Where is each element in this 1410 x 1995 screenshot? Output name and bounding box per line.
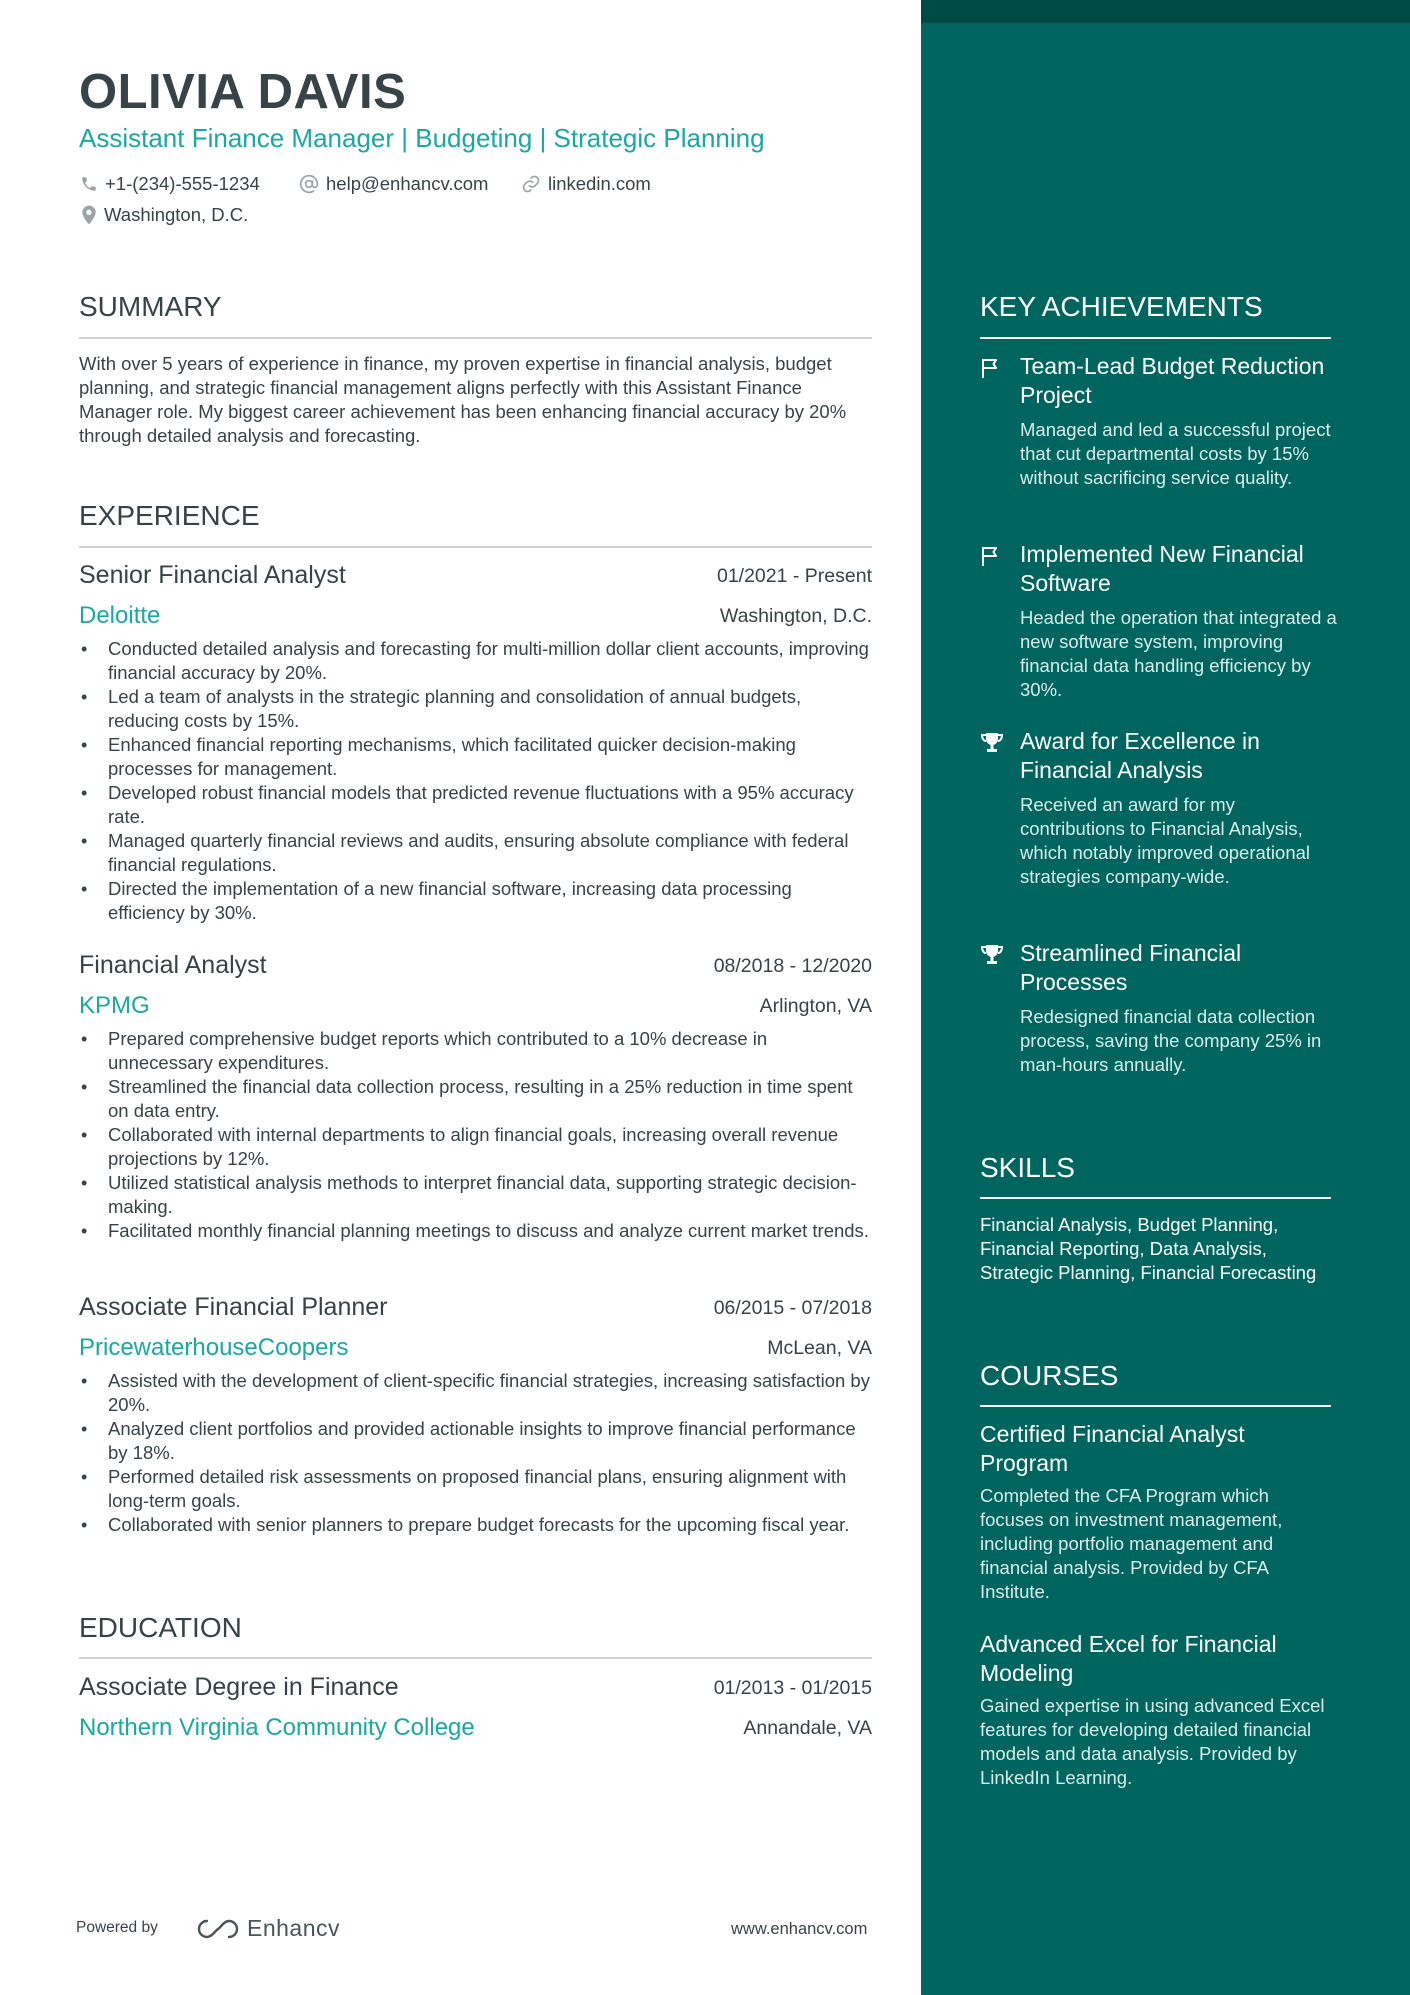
job-bullet: • Prepared comprehensive budget reports which contributed to a 10% decrease in unnecessary expenditures. [79, 1027, 872, 1075]
education-school: Northern Virginia Community College [79, 1714, 475, 1741]
job-title: Associate Financial Planner [79, 1293, 388, 1321]
trophy-icon [980, 943, 1004, 967]
job-company: Deloitte [79, 602, 161, 629]
contact-phone[interactable] [80, 172, 260, 196]
job-bullet: • Utilized statistical analysis methods to interpret financial data, supporting strategic decision-making. [79, 1171, 872, 1219]
sidebar-top-bar [921, 0, 1410, 23]
job-bullet: • Managed quarterly financial reviews and audits, ensuring absolute compliance with federal financial regulations. [79, 829, 872, 877]
contact-email[interactable] [299, 172, 488, 196]
job-title: Senior Financial Analyst [79, 561, 346, 589]
candidate-headline: Assistant Finance Manager | Budgeting | Strategic Planning [79, 123, 765, 153]
achievement-description: Managed and led a successful project that cut departmental costs by 15% without sacrificing service quality. [1020, 419, 1331, 488]
education-dates: 01/2013 - 01/2015 [713, 1677, 872, 1699]
job-bullet: • Enhanced financial reporting mechanisms, which facilitated quicker decision-making processes for management. [79, 733, 872, 781]
footer-powered-by: Powered by [76, 1919, 158, 1936]
job-dates: 06/2015 - 07/2018 [713, 1297, 872, 1319]
experience-title: EXPERIENCE [79, 500, 260, 531]
achievements-divider [980, 337, 1331, 339]
job-bullet: • Collaborated with internal departments to align financial goals, increasing overall revenue projections by 12%. [79, 1123, 872, 1171]
map-pin-icon [81, 205, 97, 225]
education-degree: Associate Degree in Finance [79, 1673, 399, 1701]
skills-divider [980, 1197, 1331, 1199]
achievement-title: Implemented New Financial Software [1020, 541, 1304, 596]
achievement-description: Received an award for my contributions to Financial Analysis, which notably improved operational strategies company-wide. [1020, 794, 1311, 887]
trophy-icon [980, 731, 1004, 755]
skills-title: SKILLS [980, 1152, 1075, 1183]
link-icon [521, 174, 541, 194]
achievement-title: Award for Excellence in Financial Analysis [1020, 728, 1260, 783]
education-title: EDUCATION [79, 1612, 242, 1643]
contact-linkedin[interactable] [521, 172, 651, 196]
flag-icon [980, 357, 1004, 379]
course-description: Gained expertise in using advanced Excel features for developing detailed financial models and data analysis. Provided by LinkedIn Learning. [980, 1695, 1325, 1788]
job-dates: 08/2018 - 12/2020 [713, 955, 872, 977]
job-dates: 01/2021 - Present [716, 565, 872, 587]
location-text: Washington, D.C. [104, 204, 249, 225]
summary-title: SUMMARY [79, 291, 222, 322]
job-bullet: • Directed the implementation of a new financial software, increasing data processing efficiency by 30%. [79, 877, 872, 925]
job-bullet: • Streamlined the financial data collection process, resulting in a 25% reduction in time spent on data entry. [79, 1075, 872, 1123]
job-title: Financial Analyst [79, 951, 267, 979]
footer-logo[interactable] [195, 1915, 340, 1942]
job-bullet: • Collaborated with senior planners to prepare budget forecasts for the upcoming fiscal year. [79, 1513, 872, 1537]
skills-list: Financial Analysis, Budget Planning, Financial Reporting, Data Analysis, Strategic Planning, Financial Forecasting [980, 1214, 1317, 1283]
job-bullets [79, 637, 872, 925]
education-divider [79, 1657, 872, 1659]
experience-divider [79, 546, 872, 548]
course-description: Completed the CFA Program which focuses on investment management, including portfolio management and financial analysis. Provided by CFA Institute. [980, 1485, 1283, 1602]
course-title: Certified Financial Analyst Program [980, 1421, 1245, 1476]
achievement-description: Headed the operation that integrated a new software system, improving financial data handling efficiency by 30%. [1020, 607, 1337, 700]
phone-text: +1-(234)-555-1234 [105, 173, 260, 194]
at-icon [299, 174, 319, 194]
job-bullet: • Developed robust financial models that predicted revenue fluctuations with a 95% accuracy rate. [79, 781, 872, 829]
education-location: Annandale, VA [743, 1717, 872, 1739]
courses-title: COURSES [980, 1360, 1119, 1391]
job-bullet: • Conducted detailed analysis and forecasting for multi-million dollar client accounts, improving financial accuracy by 20%. [79, 637, 872, 685]
flag-icon [980, 545, 1004, 567]
phone-icon [80, 175, 98, 193]
job-location: Arlington, VA [759, 995, 872, 1017]
linkedin-text: linkedin.com [548, 173, 651, 194]
achievement-title: Streamlined Financial Processes [1020, 940, 1242, 995]
email-text: help@enhancv.com [326, 173, 489, 194]
achievement-title: Team-Lead Budget Reduction Project [1020, 353, 1325, 408]
job-bullet: • Analyzed client portfolios and provided actionable insights to improve financial performance by 18%. [79, 1417, 872, 1465]
contact-location [81, 203, 248, 227]
job-bullet: • Assisted with the development of client-specific financial strategies, increasing satisfaction by 20%. [79, 1369, 872, 1417]
job-company: KPMG [79, 992, 150, 1019]
summary-text: With over 5 years of experience in finance, my proven expertise in financial analysis, budget planning, and strategic financial management aligns perfectly with this Assistant Finance Manager role. My biggest career achievement has been enhancing financial accuracy by 20% through detailed analysis and forecasting. [79, 353, 847, 446]
course-title: Advanced Excel for Financial Modeling [980, 1631, 1277, 1686]
footer-brand: Enhancv [247, 1915, 341, 1941]
job-bullets [79, 1369, 872, 1537]
footer-website-link[interactable]: www.enhancv.com [731, 1920, 868, 1938]
courses-divider [980, 1405, 1331, 1407]
job-location: McLean, VA [767, 1337, 872, 1359]
job-bullet: • Facilitated monthly financial planning meetings to discuss and analyze current market trends. [79, 1219, 872, 1243]
achievement-description: Redesigned financial data collection process, saving the company 25% in man-hours annually. [1020, 1006, 1322, 1075]
candidate-name: OLIVIA DAVIS [79, 65, 407, 119]
summary-divider [79, 337, 872, 339]
achievements-title: KEY ACHIEVEMENTS [980, 291, 1263, 322]
job-bullets [79, 1027, 872, 1243]
enhancv-logo-icon [195, 1917, 241, 1941]
job-location: Washington, D.C. [719, 605, 872, 627]
job-bullet: • Performed detailed risk assessments on proposed financial plans, ensuring alignment with long-term goals. [79, 1465, 872, 1513]
job-company: PricewaterhouseCoopers [79, 1334, 349, 1361]
job-bullet: • Led a team of analysts in the strategic planning and consolidation of annual budgets, reducing costs by 15%. [79, 685, 872, 733]
